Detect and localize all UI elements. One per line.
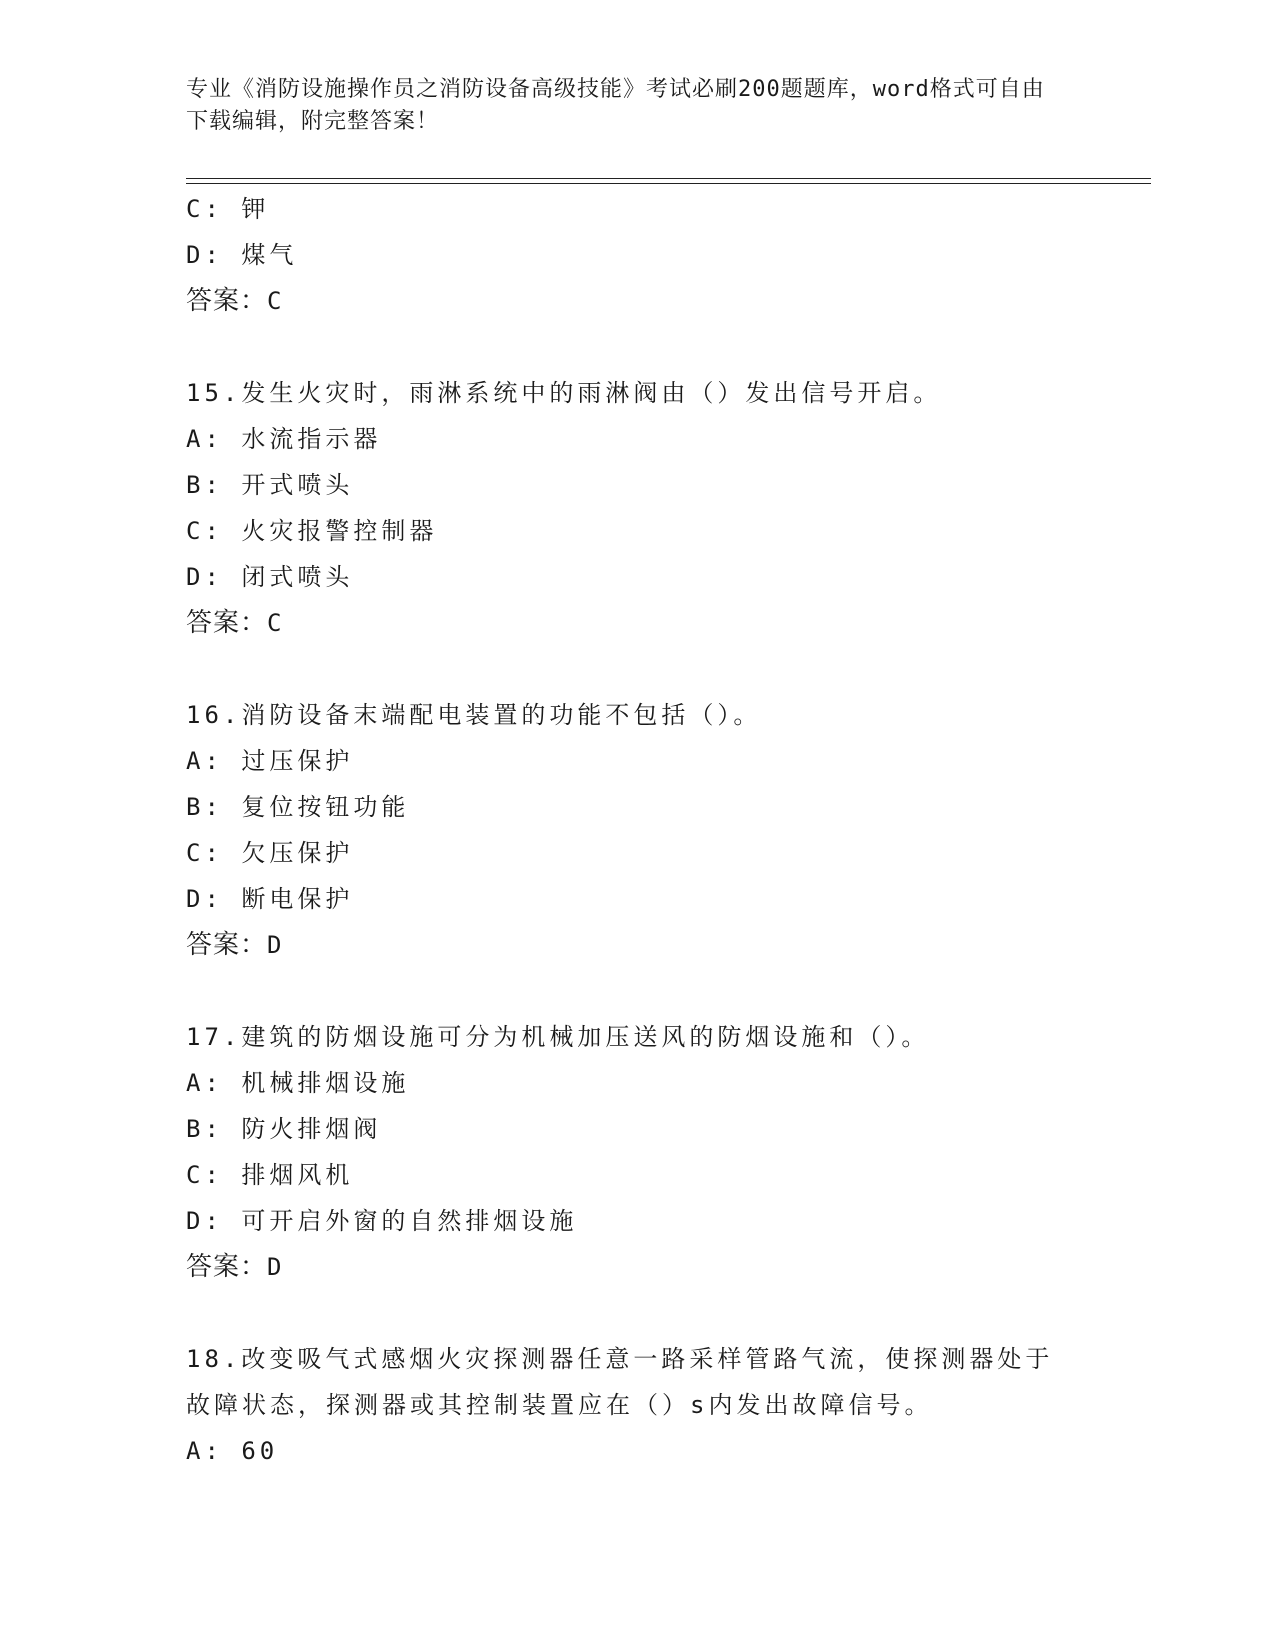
question-number: 17. (186, 1023, 242, 1051)
answer-label: 答案： (186, 608, 268, 638)
option-label: B: (186, 793, 223, 821)
option-d (186, 554, 1086, 600)
answer-value: D (267, 1253, 284, 1281)
option-label: D: (186, 563, 223, 591)
option-text: 水流指示器 (241, 425, 382, 453)
option-label: A: (186, 425, 223, 453)
question-text-line-1 (186, 1336, 1086, 1382)
question-stem: 建筑的防烟设施可分为机械加压送风的防烟设施和（）。 (241, 1023, 930, 1051)
option-text: 煤气 (241, 241, 298, 269)
question-number: 15. (186, 379, 242, 407)
question-block-16 (186, 692, 1086, 968)
option-text: 机械排烟设施 (241, 1069, 410, 1097)
option-c (186, 186, 1086, 232)
option-a (186, 1060, 1086, 1106)
header-rule-top (186, 178, 1151, 179)
answer-value: D (267, 931, 284, 959)
option-label: C: (186, 517, 223, 545)
option-d (186, 876, 1086, 922)
option-label: D: (186, 241, 223, 269)
question-list (186, 186, 1086, 1474)
option-text: 60 (241, 1437, 279, 1465)
option-text: 断电保护 (241, 885, 354, 913)
answer-label: 答案： (186, 286, 268, 316)
answer-line (186, 1244, 1086, 1290)
answer-label: 答案： (186, 1252, 268, 1282)
option-a (186, 738, 1086, 784)
block-spacer (186, 646, 1086, 692)
option-label: D: (186, 1207, 223, 1235)
block-spacer (186, 324, 1086, 370)
option-d (186, 1198, 1086, 1244)
option-text: 防火排烟阀 (241, 1115, 382, 1143)
option-text: 钾 (241, 195, 270, 223)
answer-line (186, 922, 1086, 968)
option-c (186, 830, 1086, 876)
question-block-18 (186, 1336, 1086, 1474)
answer-line (186, 278, 1086, 324)
question-text (186, 692, 1086, 738)
option-text: 火灾报警控制器 (241, 517, 438, 545)
option-text: 排烟风机 (241, 1161, 354, 1189)
document-header-title: 专业《消防设施操作员之消防设备高级技能》考试必刷200题题库，word格式可自由下载编辑，附完整答案！ (186, 77, 1045, 134)
question-text (186, 1014, 1086, 1060)
option-c (186, 508, 1086, 554)
question-stem-line-2: 故障状态，探测器或其控制装置应在（）s内发出故障信号。 (186, 1391, 933, 1419)
option-d (186, 232, 1086, 278)
question-stem-line-1: 改变吸气式感烟火灾探测器任意一路采样管路气流，使探测器处于 (241, 1345, 1054, 1373)
header-rule-bottom (186, 183, 1151, 184)
question-text-line-2 (186, 1382, 1086, 1428)
option-text: 闭式喷头 (241, 563, 354, 591)
question-block-14-continued (186, 186, 1086, 324)
option-label: A: (186, 747, 223, 775)
question-text (186, 370, 1086, 416)
option-a (186, 416, 1086, 462)
option-label: C: (186, 1161, 223, 1189)
option-label: C: (186, 839, 223, 867)
option-b (186, 784, 1086, 830)
question-stem: 消防设备末端配电装置的功能不包括（）。 (241, 701, 762, 729)
question-block-15 (186, 370, 1086, 646)
option-text: 欠压保护 (241, 839, 354, 867)
answer-label: 答案： (186, 930, 268, 960)
option-label: A: (186, 1437, 223, 1465)
answer-value: C (267, 609, 284, 637)
option-label: A: (186, 1069, 223, 1097)
option-text: 过压保护 (241, 747, 354, 775)
option-label: B: (186, 471, 223, 499)
option-c (186, 1152, 1086, 1198)
question-block-17 (186, 1014, 1086, 1290)
option-b (186, 462, 1086, 508)
option-text: 开式喷头 (241, 471, 354, 499)
answer-line (186, 600, 1086, 646)
question-number: 16. (186, 701, 242, 729)
block-spacer (186, 1290, 1086, 1336)
option-b (186, 1106, 1086, 1152)
block-spacer (186, 968, 1086, 1014)
option-a (186, 1428, 1086, 1474)
question-stem: 发生火灾时，雨淋系统中的雨淋阀由（）发出信号开启。 (241, 379, 942, 407)
question-number: 18. (186, 1345, 242, 1373)
option-text: 可开启外窗的自然排烟设施 (241, 1207, 578, 1235)
option-text: 复位按钮功能 (241, 793, 410, 821)
option-label: B: (186, 1115, 223, 1143)
option-label: C: (186, 195, 223, 223)
answer-value: C (267, 287, 284, 315)
option-label: D: (186, 885, 223, 913)
